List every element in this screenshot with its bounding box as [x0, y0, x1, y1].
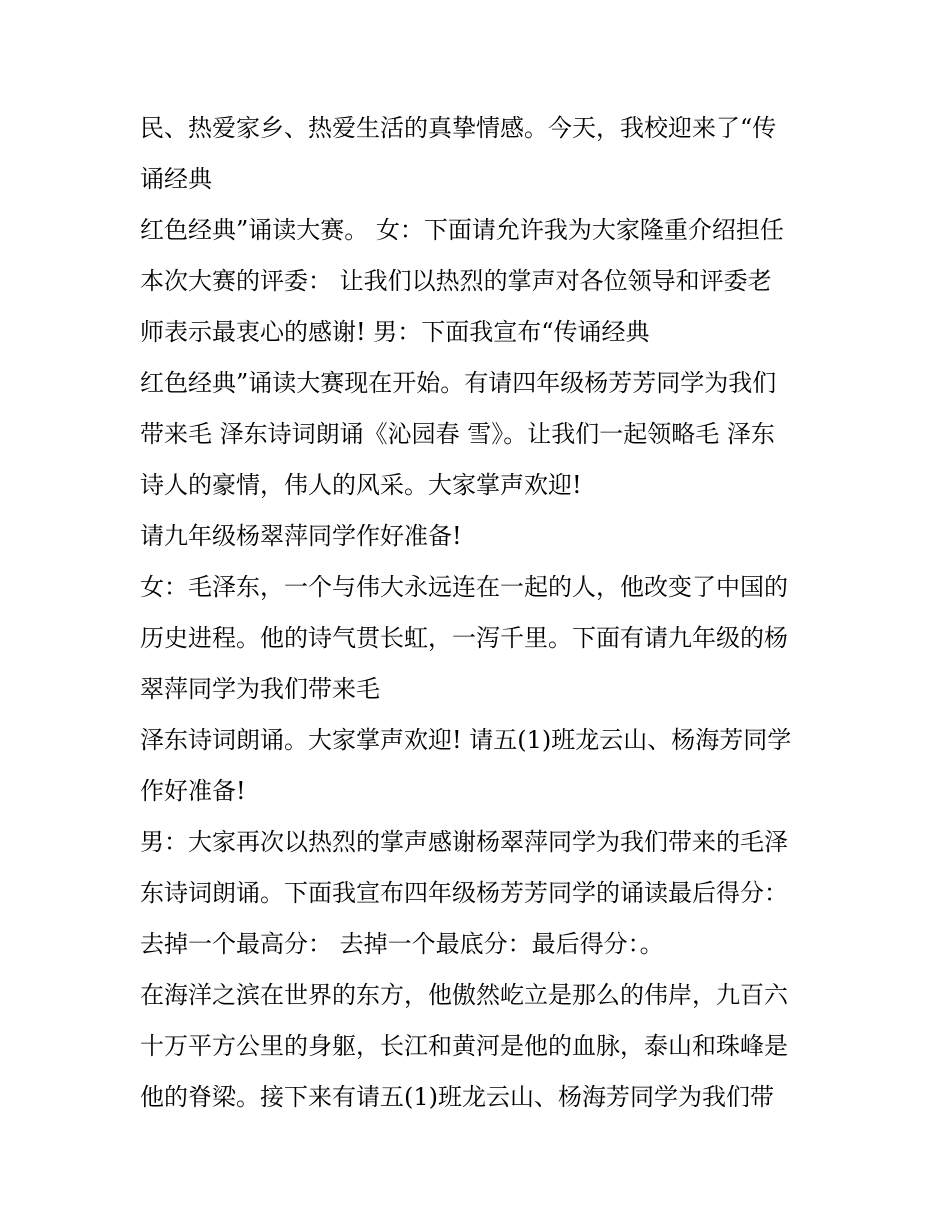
text-line: 红色经典”诵读大赛。 女：下面请允许我为大家隆重介绍担任 [140, 216, 784, 244]
text-line: 男：大家再次以热烈的掌声感谢杨翠萍同学为我们带来的毛泽 [140, 828, 788, 856]
text-line: 本次大赛的评委： 让我们以热烈的掌声对各位领导和评委老 [140, 267, 772, 295]
text-line: 泽东诗词朗诵。大家掌声欢迎! 请五(1)班龙云山、杨海芳同学 [140, 726, 792, 754]
text-line: 东诗词朗诵。下面我宣布四年级杨芳芳同学的诵读最后得分： [140, 879, 788, 907]
text-line: 师表示最衷心的感谢! 男：下面我宣布“传诵经典 [140, 318, 650, 346]
text-line: 带来毛 泽东诗词朗诵《沁园春 雪》。让我们一起领略毛 泽东 [140, 420, 775, 448]
text-line: 诵经典 [140, 165, 212, 193]
text-line: 去掉一个最高分： 去掉一个最底分：最后得分：。 [140, 930, 664, 958]
document-text [140, 103, 830, 1123]
text-line: 他的脊梁。接下来有请五(1)班龙云山、杨海芳同学为我们带 [140, 1083, 774, 1111]
text-line: 作好准备! [140, 777, 246, 805]
text-line: 女：毛泽东，一个与伟大永远连在一起的人，他改变了中国的 [140, 573, 788, 601]
text-line: 诗人的豪情，伟人的风采。大家掌声欢迎! [140, 471, 582, 499]
text-line: 十万平方公里的身躯，长江和黄河是他的血脉，泰山和珠峰是 [140, 1032, 788, 1060]
text-line: 民、热爱家乡、热爱生活的真挚情感。今天，我校迎来了“传 [140, 114, 777, 142]
text-line: 翠萍同学为我们带来毛 [140, 675, 380, 703]
text-line: 请九年级杨翠萍同学作好准备! [140, 522, 462, 550]
text-line: 在海洋之滨在世界的东方，他傲然屹立是那么的伟岸，九百六 [140, 981, 788, 1009]
text-line: 红色经典”诵读大赛现在开始。有请四年级杨芳芳同学为我们 [140, 369, 777, 397]
text-line: 历史进程。他的诗气贯长虹，一泻千里。下面有请九年级的杨 [140, 624, 788, 652]
